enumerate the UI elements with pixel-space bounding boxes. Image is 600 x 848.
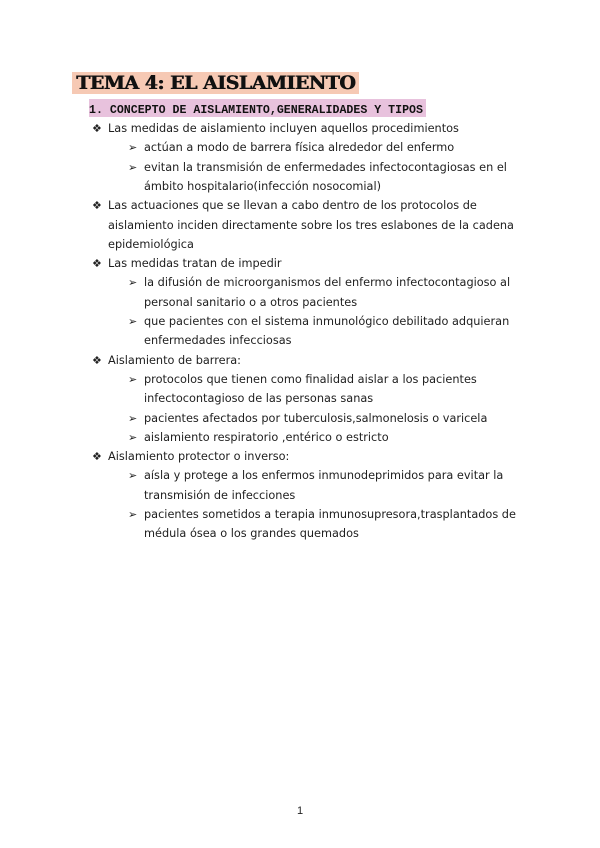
text-line: transmisión de infecciones [144, 488, 296, 502]
text-line: aislamiento respiratorio ,entérico o estricto [144, 430, 389, 444]
bullet-diamond-icon: ❖ [92, 199, 102, 213]
title-highlight [72, 72, 359, 94]
text-line: aislamiento inciden directamente sobre los tres eslabones de la cadena [108, 218, 514, 232]
bullet-diamond-icon: ❖ [92, 122, 102, 135]
text-line: Las medidas de aislamiento incluyen aquellos procedimientos [108, 122, 459, 135]
page-number: 1 [296, 805, 304, 817]
text-line: enfermedades infecciosas [144, 334, 292, 348]
text-line: protocolos que tienen como finalidad aislar a los pacientes [144, 372, 477, 386]
text-line: Las actuaciones que se llevan a cabo dentro de los protocolos de [108, 199, 477, 213]
arrow-bullet-icon: ➢ [128, 411, 138, 425]
arrow-bullet-icon: ➢ [128, 508, 138, 521]
text-line: médula ósea o los grandes quemados [144, 527, 359, 541]
text-line: actúan a modo de barrera física alrededor del enfermo [144, 141, 455, 155]
bullet-diamond-icon: ❖ [92, 450, 102, 464]
section-heading: 1. CONCEPTO DE AISLAMIENTO,GENERALIDADES Y TIPOS [89, 104, 423, 117]
arrow-bullet-icon: ➢ [128, 160, 138, 174]
text-line: infectocontagioso de las personas sanas [144, 392, 374, 406]
text-line: Aislamiento de barrera: [108, 353, 241, 367]
text-line: Aislamiento protector o inverso: [108, 450, 290, 464]
arrow-bullet-icon: ➢ [128, 469, 138, 483]
page-title: TEMA 4: EL AISLAMIENTO [76, 72, 356, 94]
text-line: evitan la transmisión de enfermedades infectocontagiosas en el [144, 160, 507, 174]
arrow-bullet-icon: ➢ [128, 372, 138, 386]
arrow-bullet-icon: ➢ [128, 315, 138, 328]
text-line: pacientes sometidos a terapia inmunosupresora,trasplantados de [144, 508, 516, 521]
arrow-bullet-icon: ➢ [128, 141, 138, 155]
text-line: ámbito hospitalario(infección nosocomial) [144, 179, 382, 193]
bullet-diamond-icon: ❖ [92, 353, 102, 367]
text-line: la difusión de microorganismos del enfermo infectocontagioso al [144, 276, 511, 290]
text-line: aísla y protege a los enfermos inmunodeprimidos para evitar la [144, 469, 504, 483]
subtitle-highlight [89, 99, 426, 117]
text-line: pacientes afectados por tuberculosis,salmonelosis o varicela [144, 411, 488, 425]
text-line: que pacientes con el sistema inmunológico debilitado adquieran [144, 315, 510, 328]
arrow-bullet-icon: ➢ [128, 430, 138, 444]
text-line: Las medidas tratan de impedir [108, 257, 282, 271]
bullet-diamond-icon: ❖ [92, 257, 102, 271]
arrow-bullet-icon: ➢ [128, 276, 138, 290]
text-line: epidemiológica [108, 237, 194, 251]
text-line: personal sanitario o a otros pacientes [144, 295, 358, 309]
